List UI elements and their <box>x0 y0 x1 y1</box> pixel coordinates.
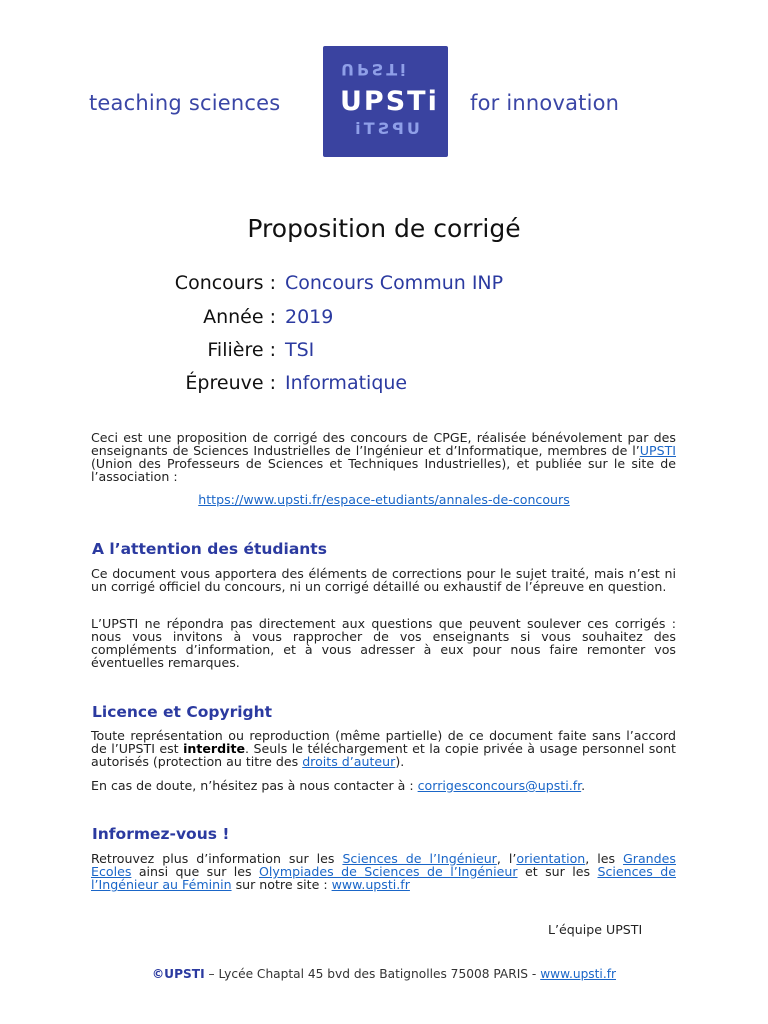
heading-inform: Informez-vous ! <box>92 825 230 843</box>
logo-text: UPSTi <box>340 86 439 117</box>
meta-label-annee: Année : <box>203 306 276 328</box>
si-feminin-link[interactable]: Sciences de l’Ingénieur au Féminin <box>91 864 676 892</box>
olympiades-link[interactable]: Olympiades de Sciences de l’Ingénieur <box>259 864 518 879</box>
upsti-site-link[interactable]: www.upsti.fr <box>331 877 410 892</box>
contact-text: En cas de doute, n’hésitez pas à nous contacter à : <box>91 778 418 793</box>
heading-licence: Licence et Copyright <box>92 703 273 721</box>
annales-url-row <box>0 492 768 507</box>
logo-mirror-bottom: UPSTi <box>352 119 420 138</box>
meta-value-epreuve: Informatique <box>285 372 408 394</box>
logo-mirror-top: UPSTi <box>341 60 409 79</box>
footer-brand: ©UPSTI <box>151 967 205 981</box>
annales-url-link[interactable]: https://www.upsti.fr/espace-etudiants/annales-de-concours <box>198 492 570 507</box>
si-link[interactable]: Sciences de l’Ingénieur <box>342 851 497 866</box>
tagline-right: for innovation <box>470 91 620 115</box>
licence-text-2: . Seuls le téléchargement et la copie privée à usage personnel sont autorisés (protection au titre des <box>91 741 676 769</box>
tagline-left: teaching sciences <box>89 91 281 115</box>
intro-paragraph <box>91 431 676 483</box>
contact-text-end: . <box>581 778 586 793</box>
footer-address: – Lycée Chaptal 45 bvd des Batignolles 75008 PARIS - <box>204 967 541 981</box>
inform-text-4: ainsi que sur les <box>131 864 260 879</box>
heading-students: A l’attention des étudiants <box>92 540 327 558</box>
grandes-ecoles-link[interactable]: Grandes Ecoles <box>91 851 676 879</box>
licence-text: Toute représentation ou reproduction (même partielle) de ce document faite sans l’accord de l’UPSTI est <box>91 728 676 756</box>
licence-paragraph-2 <box>91 779 676 792</box>
inform-text-1: Retrouvez plus d’information sur les <box>91 851 343 866</box>
meta-value-filiere: TSI <box>285 339 315 361</box>
intro-text-end: (Union des Professeurs de Sciences et Techniques Industrielles), et publiée sur le site de l’association : <box>91 456 676 484</box>
licence-bold: interdite <box>183 741 246 756</box>
inform-text-5: et sur les <box>517 864 598 879</box>
contact-email-link[interactable]: corrigesconcours@upsti.fr <box>417 778 582 793</box>
footer <box>0 967 768 981</box>
meta-label-concours: Concours : <box>174 272 276 294</box>
inform-text-2: , l’ <box>496 851 517 866</box>
students-paragraph-1: Ce document vous apportera des éléments de corrections pour le sujet traité, mais n’est ni un corrigé officiel du concours, ni un corrigé détaillé ou exhaustif de l’épreuve en question. <box>91 566 676 594</box>
meta-label-filiere: Filière : <box>207 339 276 361</box>
meta-value-annee: 2019 <box>285 306 334 328</box>
page-title: Proposition de corrigé <box>247 214 521 243</box>
meta-value-concours: Concours Commun INP <box>285 272 504 294</box>
signature: L’équipe UPSTI <box>548 922 643 937</box>
students-paragraph-2: L’UPSTI ne répondra pas directement aux questions que peuvent soulever ces corrigés : nous vous invitons à vous rapprocher de vos enseignants si vous souhaitez des compléments d’information, et à vous adresser à eux pour nous faire remonter vos éventuelles remarques. <box>91 616 676 670</box>
licence-text-end: ). <box>395 754 405 769</box>
footer-site-link[interactable]: www.upsti.fr <box>540 967 616 981</box>
inform-text-3: , les <box>585 851 624 866</box>
inform-text-6: sur notre site : <box>231 877 332 892</box>
intro-text: Ceci est une proposition de corrigé des concours de CPGE, réalisée bénévolement par des enseignants de Sciences Industrielles de l’Ingénieur et d’Informatique, membres de l’ <box>91 430 676 458</box>
upsti-logo <box>323 46 448 157</box>
upsti-link[interactable]: UPSTI <box>639 443 676 458</box>
meta-label-epreuve: Épreuve : <box>185 372 276 394</box>
droits-auteur-link[interactable]: droits d’auteur <box>302 754 396 769</box>
inform-paragraph <box>91 852 676 891</box>
orientation-link[interactable]: orientation <box>516 851 586 866</box>
licence-paragraph-1 <box>91 729 676 768</box>
